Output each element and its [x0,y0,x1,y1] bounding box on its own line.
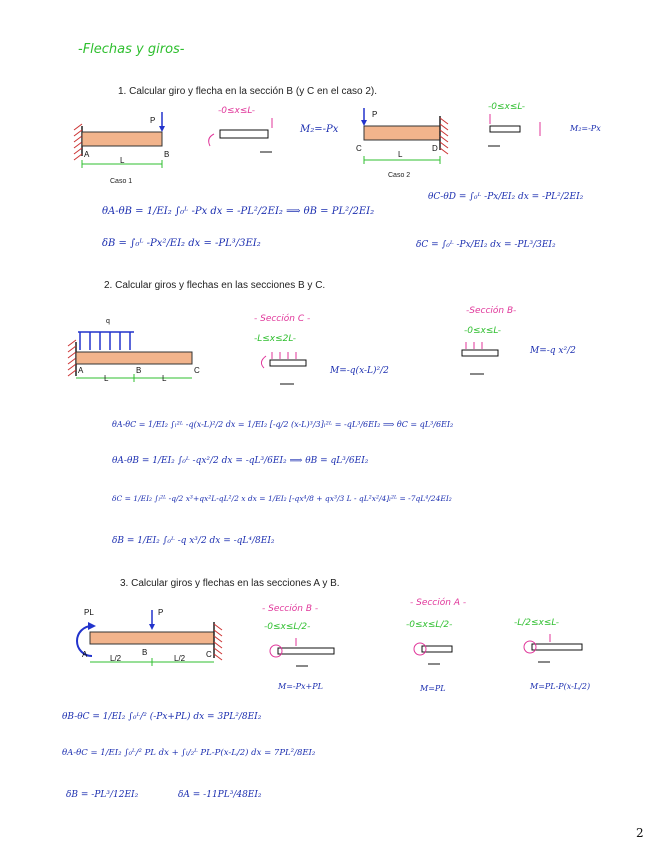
p3-label-b: B [142,648,148,657]
p2-section-c-sketch [244,350,314,390]
p2-beam-diagram [66,320,206,386]
p3-beam-diagram [70,606,230,672]
case1-label-a: A [84,150,90,159]
case1-moment: M₂=-Px [300,124,339,135]
page-number: 2 [636,826,644,840]
p3-span-2: L/2 [174,654,186,663]
p2-eq-3: δC = 1/EI₂ ∫ₗ²ᴸ -q/2 x³+qx²L-qL²/2 x dx = 1/EI₂ [-qx⁴/8 + qx³/3 L - qL²x²/4]ₗ²ᴸ = -7qL⁴/24EI₂ [112,494,452,503]
case1-range: -0≤x≤L- [218,106,255,116]
p2-section-b-moment: M=-q x²/2 [530,346,576,356]
p2-span-1: L [104,374,109,383]
p2-section-b-title: -Sección B- [466,306,517,316]
p1-eq-left-1: θA-θB = 1/EI₂ ∫₀ᴸ -Px dx = -PL²/2EI₂ ⟹ θB = PL²/2EI₂ [102,206,375,217]
p3-section-a-moment-1: M=PL [420,684,446,693]
case1-label-b: B [164,150,170,159]
p2-section-c-moment: M=-q(x-L)²/2 [330,366,389,376]
case2-load-label: P [372,110,378,119]
p1-eq-right-2: δC = ∫₀ᴸ -Px/EI₂ dx = -PL³/3EI₂ [416,240,556,250]
p3-section-b-moment: M=-Px+PL [278,682,323,691]
p3-eq-2: θA-θC = 1/EI₂ ∫₀ᴸ/² PL dx + ∫ₗ/₂ᴸ PL-P(x-L/2) dx = 7PL²/8EI₂ [62,748,316,758]
p3-section-a1-sketch [410,634,470,674]
case1-section-sketch [200,118,290,164]
p3-eq-4: δA = -11PL³/48EI₂ [178,790,262,800]
case2-moment: M₂=-Px [570,124,601,133]
p2-section-b-range: -0≤x≤L- [464,326,501,336]
p3-eq-3: δB = -PL³/12EI₂ [66,790,139,800]
p3-load-label: P [158,608,164,617]
p3-section-b-range: -0≤x≤L/2- [264,622,311,632]
p2-label-a: A [78,366,84,375]
p2-label-c: C [194,366,200,375]
p3-span-1: L/2 [110,654,122,663]
p2-span-2: L [162,374,167,383]
p3-moment-label: PL [84,608,94,617]
p2-section-c-range: -L≤x≤2L- [254,334,296,344]
p3-section-a-range-1: -0≤x≤L/2- [406,620,453,630]
case1-span-label: L [120,156,125,165]
problem-3-statement: 3. Calcular giros y flechas en las secciones A y B. [120,578,340,589]
p2-section-b-sketch [456,340,526,380]
p3-section-b-title: - Sección B - [262,604,319,614]
p3-label-a: A [82,650,88,659]
p3-eq-1: θB-θC = 1/EI₂ ∫₀ᴸ/² (-Px+PL) dx = 3PL²/8EI₂ [62,712,262,722]
p1-eq-right-1: θC-θD = ∫₀ᴸ -Px/EI₂ dx = -PL²/2EI₂ [428,192,584,202]
p3-section-a-range-2: -L/2≤x≤L- [514,618,559,628]
case2-label-c: C [356,144,362,153]
page-title: -Flechas y giros- [78,42,185,57]
case2-caption: Caso 2 [388,172,411,179]
p2-load-label: q [106,318,110,325]
problem-2-statement: 2. Calcular giros y flechas en las secciones B y C. [104,280,326,291]
case1-beam-diagram [70,108,180,178]
case1-caption: Caso 1 [110,178,133,185]
p3-section-b-sketch [266,636,356,676]
p2-eq-4: δB = 1/EI₂ ∫₀ᴸ -q x³/2 dx = -qL⁴/8EI₂ [112,536,275,546]
p3-section-a-moment-2: M=PL-P(x-L/2) [530,682,591,691]
p2-eq-2: θA-θB = 1/EI₂ ∫₀ᴸ -qx²/2 dx = -qL³/6EI₂ ⟹ θB = qL³/6EI₂ [112,456,369,466]
case2-range: -0≤x≤L- [488,102,525,112]
case1-load-label: P [150,116,156,125]
p2-section-c-title: - Sección C - [254,314,311,324]
case2-label-d: D [432,144,438,153]
p3-section-a-title: - Sección A - [410,598,467,608]
case2-section-sketch [484,112,544,158]
p1-eq-left-2: δB = ∫₀ᴸ -Px²/EI₂ dx = -PL³/3EI₂ [102,238,261,249]
problem-1-statement: 1. Calcular giro y flecha en la sección B (y C en el caso 2). [118,86,378,97]
p2-eq-1: θA-θC = 1/EI₂ ∫ₗ²ᴸ -q(x-L)²/2 dx = 1/EI₂ [-q/2 (x-L)³/3]ₗ²ᴸ = -qL³/6EI₂ ⟹ θC = qL³/6EI₂ [112,420,454,429]
p3-section-a2-sketch [520,632,600,672]
case2-beam-diagram [352,108,462,178]
case2-span-label: L [398,150,403,159]
p3-label-c: C [206,650,212,659]
p2-label-b: B [136,366,142,375]
